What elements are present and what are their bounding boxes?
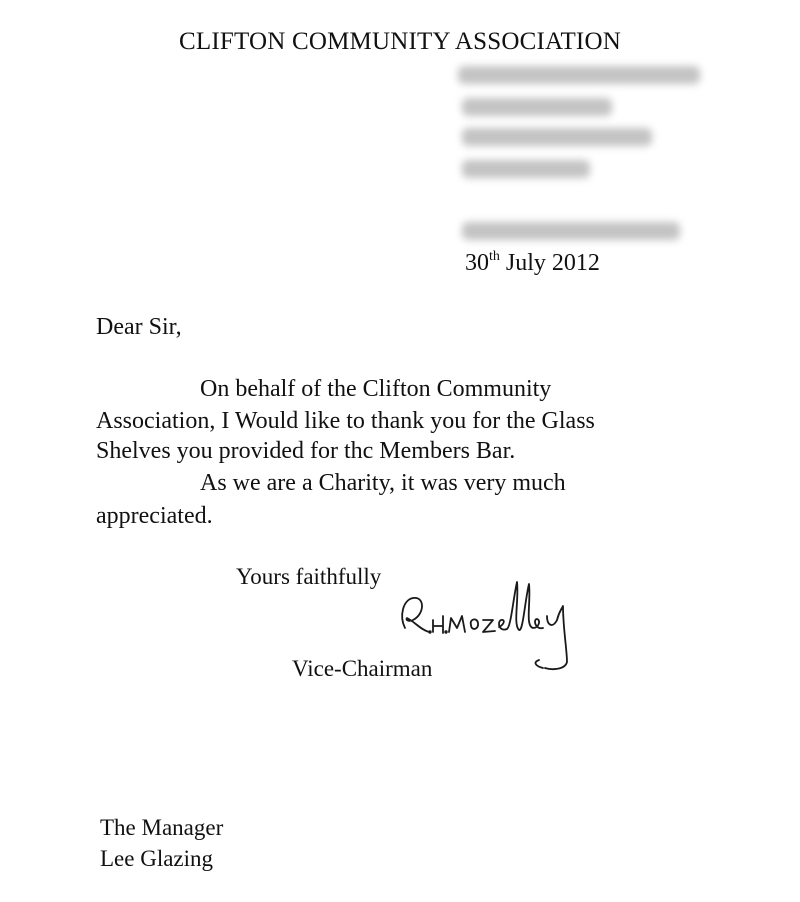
redacted-address-line <box>458 66 700 84</box>
closing: Yours faithfully <box>236 564 382 589</box>
body-line: Shelves you provided for thc Members Bar. <box>96 438 516 464</box>
date-month-year: July 2012 <box>499 250 600 276</box>
letterhead-title: CLIFTON COMMUNITY ASSOCIATION <box>179 28 621 55</box>
signer-role: Vice-Chairman <box>292 656 433 681</box>
redacted-address-line <box>462 160 590 178</box>
date-suffix: th <box>489 249 500 264</box>
date-day: 30 <box>465 250 489 276</box>
body-line: appreciated. <box>96 503 213 529</box>
salutation: Dear Sir, <box>96 314 182 340</box>
redacted-address-line <box>462 98 612 116</box>
redacted-address-line <box>462 128 652 146</box>
body-line: Association, I Would like to thank you for the Glass <box>96 408 595 434</box>
redacted-phone-line <box>462 222 680 240</box>
letter-date <box>465 250 600 277</box>
recipient-line: The Manager <box>100 815 224 840</box>
body-line: On behalf of the Clifton Community <box>200 376 552 402</box>
recipient-line: Lee Glazing <box>100 846 214 871</box>
body-line: As we are a Charity, it was very much <box>200 470 566 496</box>
